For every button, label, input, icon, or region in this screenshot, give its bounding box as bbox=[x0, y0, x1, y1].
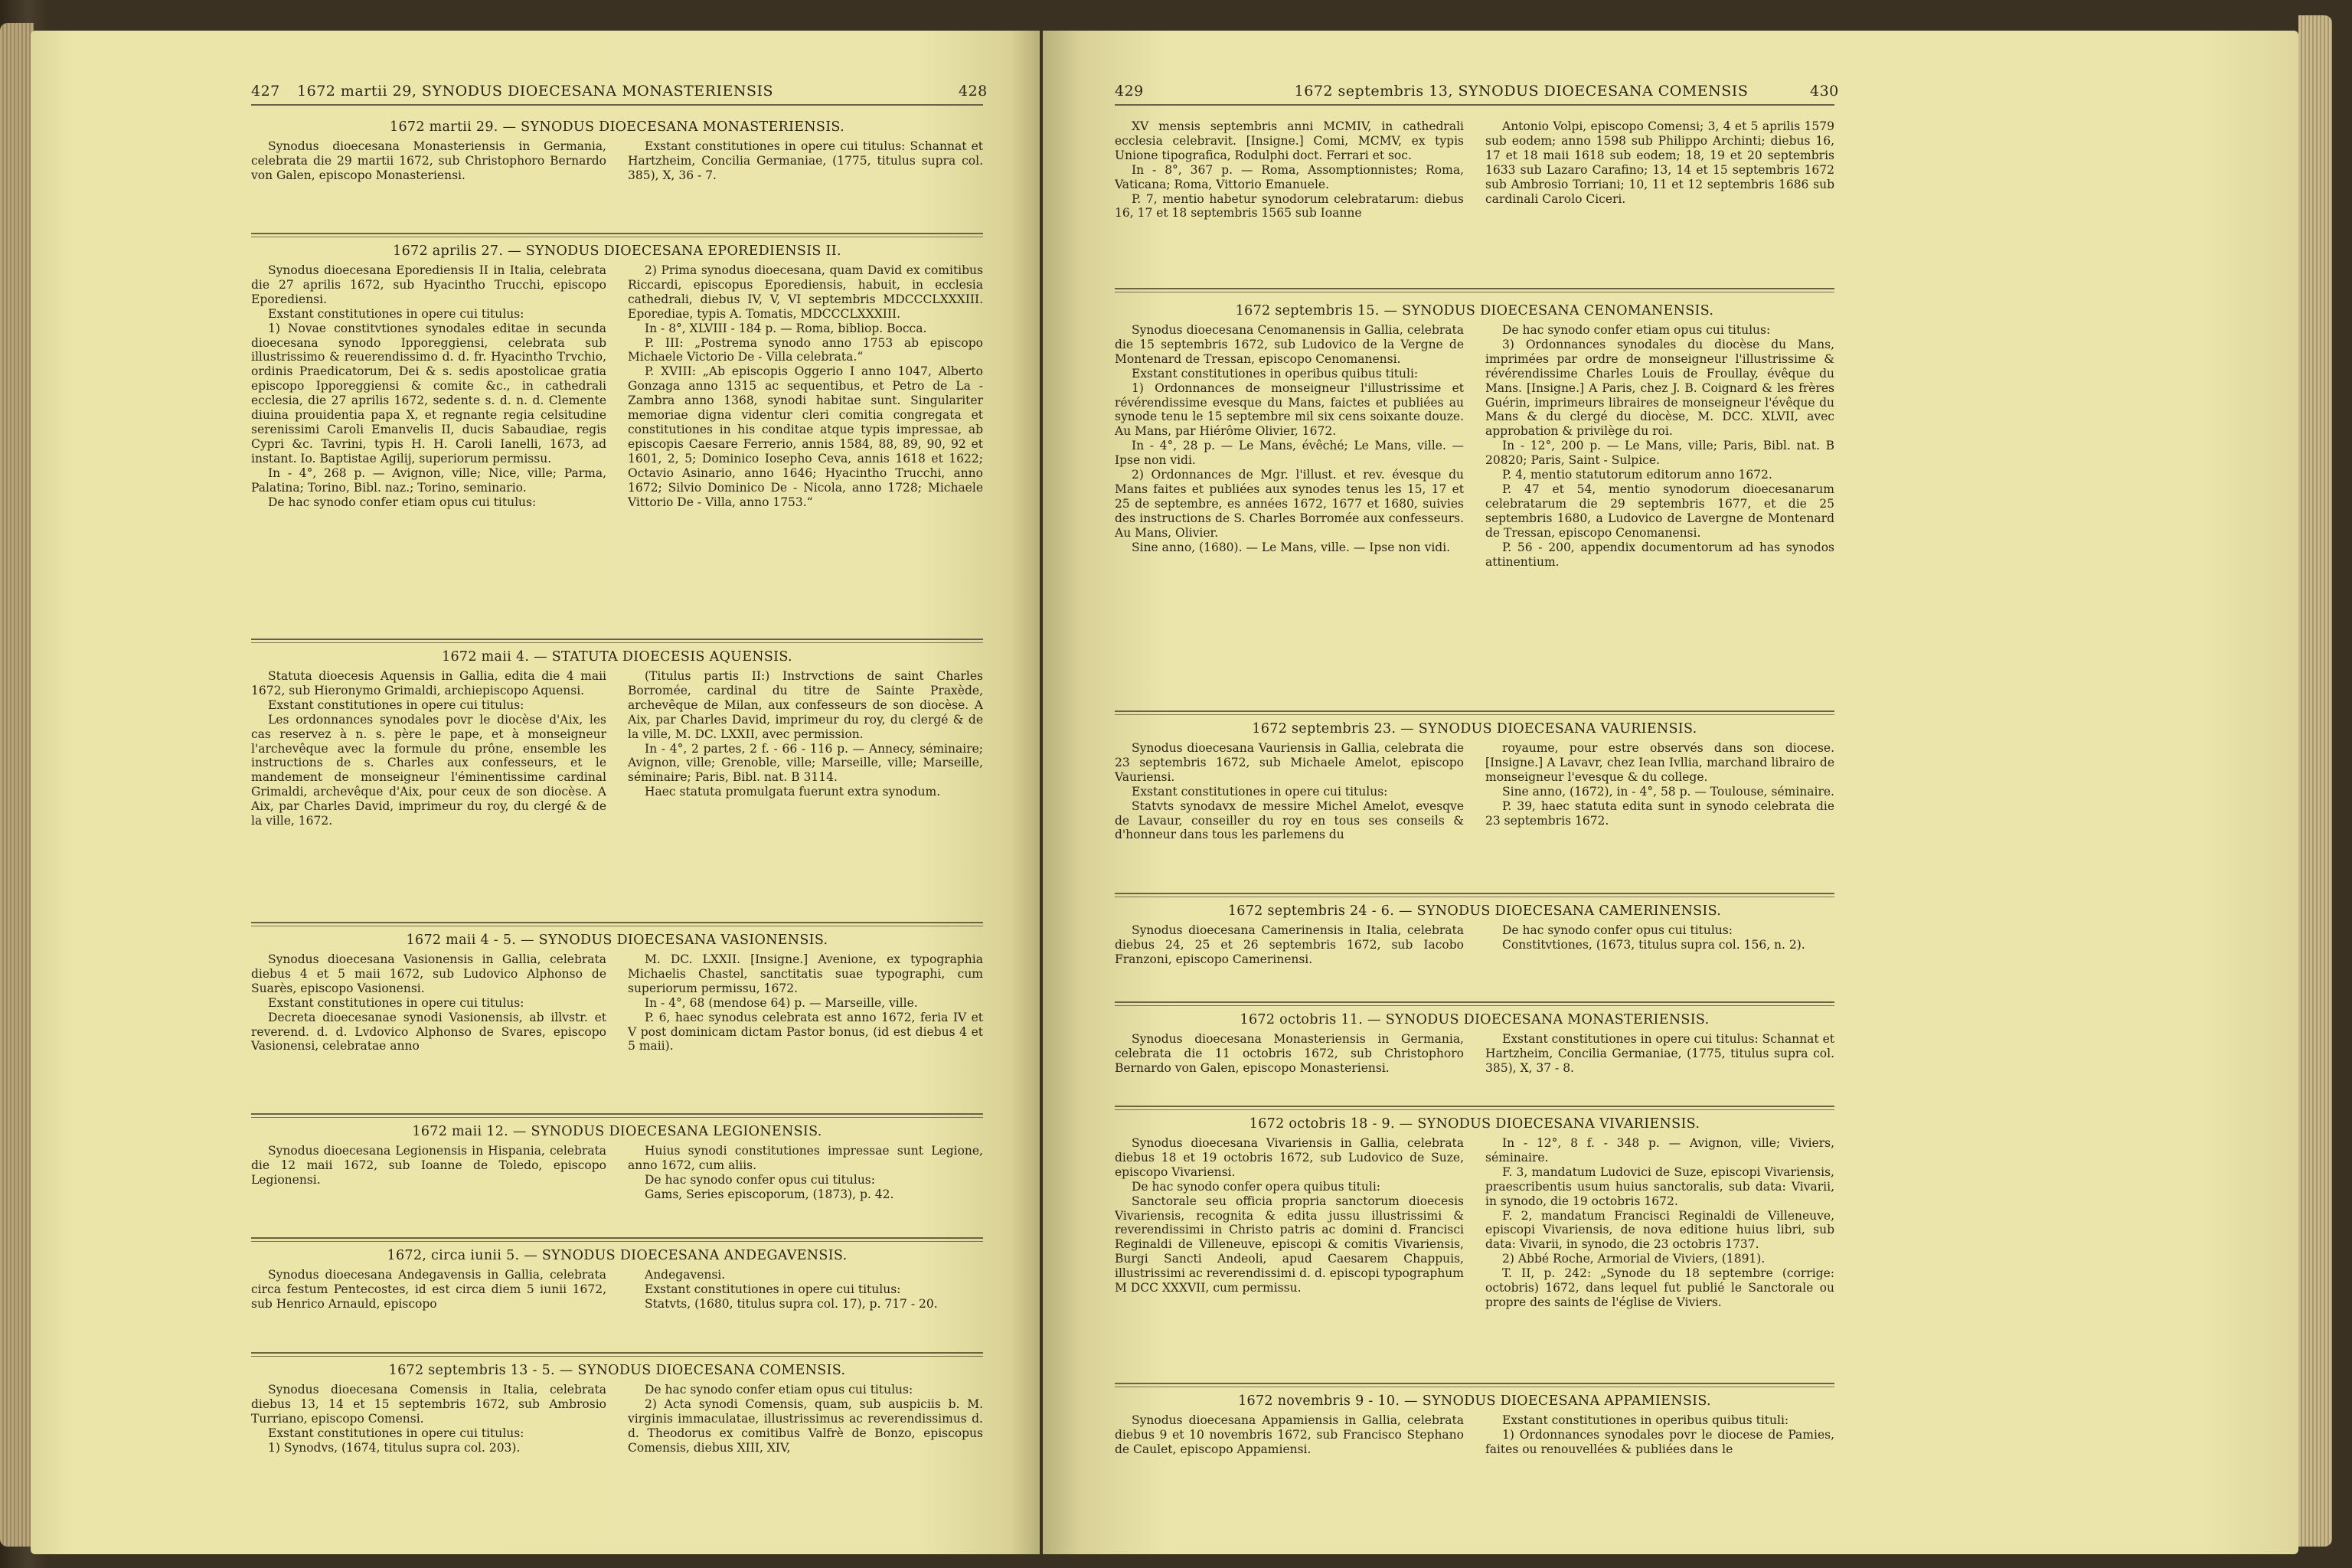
section-column-left bbox=[251, 1268, 606, 1312]
right-page bbox=[1043, 31, 2298, 1554]
paragraph: P. 39, haec statuta edita sunt in synodo celebrata die 23 septembris 1672. bbox=[1485, 799, 1834, 828]
paragraph: Synodus dioecesana Cenomanensis in Gallia, celebrata die 15 septembris 1672, sub Ludovico de la Vergne de Montenard de Tressan, episcopo Cenomanensi. bbox=[1115, 323, 1464, 366]
paragraph: In - 8°, 367 p. — Roma, Assomptionnistes; Roma, Vaticana; Roma, Vittorio Emanuele. bbox=[1115, 162, 1464, 191]
synod-section bbox=[1115, 721, 1834, 842]
paragraph: 1) Novae constitvtiones synodales editae in secunda dioecesana synodo Ipporeggiensi, celebrata sub illustrissimo & reuerendissimo d. d. fr. Hyacintho Trvchio, ordinis Praedicatorum, Dei & s. sedis apostolicae gratia episcopo Ipporeggiensi & comite &c., in cathedrali ecclesia, die 27 aprilis 1672, sedente s. d. n. d. Clemente diuina prouidentia papa X, et regnante regia celsitudine serenissimi Caroli Emanvelis II, ducis Sabaudiae, regis Cypri &c. Tavrini, typis H. H. Caroli Ianelli, 1673, ad instant. Io. Baptistae Agilij, superiorum permissu. bbox=[251, 321, 606, 466]
section-column-left bbox=[1115, 923, 1464, 967]
section-separator bbox=[1115, 893, 1834, 894]
paragraph: P. III: „Postrema synodo anno 1753 ab episcopo Michaele Victorio De - Villa celebrata.“ bbox=[628, 335, 983, 364]
section-column-right bbox=[1485, 119, 1834, 220]
synod-section bbox=[1115, 1012, 1834, 1076]
paragraph: Haec statuta promulgata fuerunt extra synodum. bbox=[645, 785, 941, 799]
section-title: 1672 maii 4. — STATUTA DIOECESIS AQUENSIS. bbox=[442, 649, 792, 665]
left-col-number-2: 428 bbox=[959, 83, 988, 100]
right-head-rule bbox=[1115, 104, 1834, 106]
paragraph: Exstant constitutiones in opere cui titulus: bbox=[268, 697, 524, 712]
continuation-block bbox=[1115, 119, 1834, 220]
paragraph: Statvts, (1680, titulus supra col. 17), p. 717 - 20. bbox=[645, 1296, 938, 1311]
book-right-edge bbox=[2298, 15, 2332, 1547]
paragraph: In - 4°, 2 partes, 2 f. - 66 - 116 p. — Annecy, séminaire; Avignon, ville; Grenoble, ville; Marseille, ville; Marseille, séminaire; Paris, Bibl. nat. B 3114. bbox=[628, 741, 983, 785]
section-column-left bbox=[1115, 1032, 1464, 1076]
paragraph: Exstant constitutiones in operibus quibus tituli: bbox=[1132, 366, 1419, 381]
left-running-head: 1672 martii 29, SYNODUS DIOECESANA MONASTERIENSIS bbox=[297, 83, 773, 100]
section-column-right bbox=[1485, 923, 1834, 967]
synod-section bbox=[1115, 1393, 1834, 1457]
paragraph: Decreta dioecesanae synodi Vasionensis, ab illvstr. et reverend. d. d. Lvdovico Alphonso de Svares, episcopo Vasionensi, celebratae anno bbox=[251, 1010, 606, 1054]
paragraph: Synodus dioecesana Vivariensis in Gallia, celebrata diebus 18 et 19 octobris 1672, sub Ludovico de Suze, episcopo Vivariensi. bbox=[1115, 1136, 1464, 1179]
section-column-left bbox=[251, 952, 606, 1054]
left-head-rule bbox=[251, 104, 983, 106]
paragraph: Antonio Volpi, episcopo Comensi; 3, 4 et 5 aprilis 1579 sub eodem; anno 1598 sub Philippo Archinti; diebus 16, 17 et 18 maii 1618 sub eodem; 18, 19 et 20 septembris 1633 sub Lazaro Carafino; 13, 14 et 15 septembris 1672 sub Ambrosio Torriani; 10, 11 et 12 septembris 1686 sub cardinali Carolo Ciceri. bbox=[1485, 119, 1834, 206]
paragraph: M. DC. LXXII. [Insigne.] Avenione, ex typographia Michaelis Chastel, sanctitatis suae typographi, cum superiorum permissu, 1672. bbox=[628, 952, 983, 995]
section-column-right bbox=[628, 669, 983, 828]
section-separator bbox=[1115, 1383, 1834, 1384]
section-columns bbox=[251, 139, 983, 183]
paragraph: Exstant constitutiones in opere cui titulus: bbox=[268, 306, 524, 321]
section-columns bbox=[251, 1268, 983, 1312]
section-separator bbox=[251, 922, 983, 923]
paragraph: P. XVIII: „Ab episcopis Oggerio I anno 1047, Alberto Gonzaga anno 1315 ac sequentibus, et Petro de La - Zambra anno 1368, synodi habitae sunt. Singulariter memoriae digna videntur cleri comitia congregata et constitutiones in his conditae atque typis impressae, ab episcopis Caesare Ferrerio, annis 1584, 88, 89, 90, 92 et 1601, 2, 5; Dominico Iosepho Ceva, annis 1618 et 1622; Octavio Asinario, anno 1646; Hyacintho Trucchi, anno 1672; Silvio Dominico De - Nicola, anno 1728; Michaele Vittorio De - Villa, anno 1753.“ bbox=[628, 364, 983, 509]
section-column-right bbox=[1485, 1136, 1834, 1310]
synod-section bbox=[251, 243, 983, 509]
section-column-right bbox=[628, 952, 983, 1054]
paragraph: Synodus dioecesana Appamiensis in Gallia, celebrata diebus 9 et 10 novembris 1672, sub Francisco Stephano de Caulet, episcopo Appamiensi. bbox=[1115, 1413, 1464, 1456]
paragraph: P. 56 - 200, appendix documentorum ad has synodos attinentium. bbox=[1485, 540, 1834, 569]
synod-section bbox=[1115, 1116, 1834, 1310]
section-column-right bbox=[628, 1268, 983, 1312]
section-columns bbox=[251, 1383, 983, 1455]
section-title: 1672 septembris 24 - 6. — SYNODUS DIOECESANA CAMERINENSIS. bbox=[1227, 903, 1722, 919]
paragraph: Exstant constitutiones in opere cui titulus: bbox=[1132, 784, 1388, 799]
paragraph: Exstant constitutiones in operibus quibus tituli: bbox=[1502, 1413, 1789, 1427]
paragraph: Synodus dioecesana Andegavensis in Gallia, celebrata circa festum Pentecostes, id est circa diem 5 iunii 1672, sub Henrico Arnauld, episcopo bbox=[251, 1268, 606, 1311]
paragraph: XV mensis septembris anni MCMIV, in cathedrali ecclesia celebravit. [Insigne.] Comi, MCMV, ex typis Unione tipografica, Rodulphi doct. Ferrari et soc. bbox=[1115, 119, 1464, 162]
book-left-edge bbox=[0, 23, 34, 1547]
paragraph: Les ordonnances synodales povr le diocèse d'Aix, les cas reservez à n. s. père le pape, et à monseigneur l'archevêque avec la formule du prône, ensemble les instructions de s. Charles aux confesseurs, et le mandement de monseigneur l'éminentissime cardinal Grimaldi, archevêque d'Aix, pour ceux de son diocèse. A Aix, par Charles David, imprimeur du roy, du clergé & de la ville, 1672. bbox=[251, 712, 606, 828]
section-column-right bbox=[1485, 741, 1834, 842]
synod-section bbox=[251, 649, 983, 828]
section-column-left bbox=[251, 139, 606, 183]
paragraph: 3) Ordonnances synodales du diocèse du Mans, imprimées par ordre de monseigneur l'illustrissime & révérendissime Charles Louis de Froullay, évêque du Mans. [Insigne.] A Paris, chez J. B. Coignard & les frères Guérin, imprimeurs libraires de monseigneur l'évêque du Mans & du clergé du diocèse, M. DCC. XLVII, avec approbation & privilège du roi. bbox=[1485, 337, 1834, 439]
section-separator bbox=[251, 1113, 983, 1115]
paragraph: In - 4°, 68 (mendose 64) p. — Marseille, ville. bbox=[645, 995, 918, 1010]
section-columns bbox=[1115, 1032, 1834, 1076]
section-separator bbox=[251, 639, 983, 640]
synod-section bbox=[251, 1363, 983, 1455]
paragraph: Exstant constitutiones in opere cui titulus: bbox=[268, 1426, 524, 1440]
paragraph: Exstant constitutiones in opere cui titulus: bbox=[268, 995, 524, 1010]
section-column-left bbox=[1115, 1136, 1464, 1310]
section-columns bbox=[1115, 1413, 1834, 1457]
section-columns bbox=[251, 1144, 983, 1202]
section-separator bbox=[1115, 288, 1834, 289]
paragraph: 2) Acta synodi Comensis, quam, sub auspiciis b. M. virginis immaculatae, illustrissimus ac reverendissimus d. d. Theodorus ex comitibus Valfrè de Bonzo, episcopus Comensis, diebus XIII, XIV, bbox=[628, 1396, 983, 1455]
section-columns bbox=[1115, 923, 1834, 967]
section-title: 1672 martii 29. — SYNODUS DIOECESANA MONASTERIENSIS. bbox=[390, 119, 844, 135]
paragraph: In - 4°, 268 p. — Avignon, ville; Nice, ville; Parma, Palatina; Torino, Bibl. naz.; Torino, seminario. bbox=[251, 466, 606, 495]
paragraph: Huius synodi constitutiones impressae sunt Legione, anno 1672, cum aliis. bbox=[628, 1144, 983, 1172]
section-column-right bbox=[628, 1144, 983, 1202]
section-title: 1672 novembris 9 - 10. — SYNODUS DIOECESANA APPAMIENSIS. bbox=[1238, 1393, 1711, 1409]
synod-section bbox=[1115, 903, 1834, 967]
paragraph: Synodus dioecesana Camerinensis in Italia, celebrata diebus 24, 25 et 26 septembris 1672, sub Iacobo Franzoni, episcopo Camerinensi. bbox=[1115, 923, 1464, 966]
section-columns bbox=[251, 669, 983, 828]
section-title: 1672 septembris 13 - 5. — SYNODUS DIOECESANA COMENSIS. bbox=[388, 1363, 846, 1378]
section-column-left bbox=[251, 1383, 606, 1455]
left-col-number-1: 427 bbox=[251, 83, 280, 100]
paragraph: Exstant constitutiones in opere cui titulus: Schannat et Hartzheim, Concilia Germaniae, (1775, titulus supra col. 385), X, 37 - 8. bbox=[1485, 1032, 1834, 1075]
paragraph: Synodus dioecesana Legionensis in Hispania, celebrata die 12 maii 1672, sub Ioanne de Toledo, episcopo Legionensi. bbox=[251, 1144, 606, 1187]
paragraph: De hac synodo confer etiam opus cui titulus: bbox=[268, 495, 537, 509]
paragraph: Statuta dioecesis Aquensis in Gallia, edita die 4 maii 1672, sub Hieronymo Grimaldi, archiepiscopo Aquensi. bbox=[251, 669, 606, 697]
paragraph: Sanctorale seu officia propria sanctorum dioecesis Vivariensis, recognita & edita jussu illustrissimi & reverendissimi in Christo patris ac domini d. Francisci Reginaldi de Villeneuve, episcopi & comitis Vivariensis, Burgi Sancti Andeoli, apud Caesarem Chappuis, illustrissimi ac reverendissimi d. d. episcopi typographum M DCC XXXVII, cum permissu. bbox=[1115, 1194, 1464, 1295]
paragraph: P. 7, mentio habetur synodorum celebratarum: diebus 16, 17 et 18 septembris 1565 sub Ioanne bbox=[1115, 191, 1464, 220]
paragraph: In - 12°, 200 p. — Le Mans, ville; Paris, Bibl. nat. B 20820; Paris, Saint - Sulpice. bbox=[1485, 439, 1834, 468]
section-separator bbox=[251, 1237, 983, 1239]
section-columns bbox=[251, 263, 983, 509]
paragraph: Exstant constitutiones in opere cui titulus: bbox=[645, 1282, 901, 1296]
section-column-left bbox=[251, 263, 606, 509]
paragraph: Constitvtiones, (1673, titulus supra col. 156, n. 2). bbox=[1502, 937, 1805, 952]
paragraph: De hac synodo confer opus cui titulus: bbox=[1502, 923, 1733, 937]
paragraph: Andegavensi. bbox=[645, 1268, 726, 1282]
section-columns bbox=[1115, 1136, 1834, 1310]
paragraph: In - 12°, 8 f. - 348 p. — Avignon, ville; Viviers, séminaire. bbox=[1485, 1136, 1834, 1165]
paragraph: F. 3, mandatum Ludovici de Suze, episcopi Vivariensis, praescribentis usum huius sanctoralis, sub data: Vivarii, in synodo, die 19 octobris 1672. bbox=[1485, 1165, 1834, 1208]
paragraph: Synodus dioecesana Vasionensis in Gallia, celebrata diebus 4 et 5 maii 1672, sub Ludovico Alphonso de Suarès, episcopo Vasionensi. bbox=[251, 952, 606, 995]
section-title: 1672 aprilis 27. — SYNODUS DIOECESANA EPOREDIENSIS II. bbox=[393, 243, 841, 259]
section-columns bbox=[1115, 119, 1834, 220]
paragraph: 1) Ordonnances synodales povr le diocese de Pamies, faites ou renouvellées & publiées dans le bbox=[1485, 1427, 1834, 1456]
paragraph: De hac synodo confer etiam opus cui titulus: bbox=[645, 1383, 913, 1396]
section-title: 1672 septembris 15. — SYNODUS DIOECESANA CENOMANENSIS. bbox=[1235, 303, 1714, 318]
section-title: 1672, circa iunii 5. — SYNODUS DIOECESANA ANDEGAVENSIS. bbox=[387, 1248, 848, 1263]
paragraph: Exstant constitutiones in opere cui titulus: Schannat et Hartzheim, Concilia Germaniae, (1775, titulus supra col. 385), X, 36 - 7. bbox=[628, 139, 983, 182]
right-col-number-2: 430 bbox=[1810, 83, 1839, 100]
paragraph: Synodus dioecesana Vauriensis in Gallia, celebrata die 23 septembris 1672, sub Michaele Amelot, episcopo Vauriensi. bbox=[1115, 741, 1464, 784]
section-separator bbox=[1115, 1001, 1834, 1003]
section-column-right bbox=[1485, 323, 1834, 569]
paragraph: Synodus dioecesana Comensis in Italia, celebrata diebus 13, 14 et 15 septembris 1672, sub Ambrosio Turriano, episcopo Comensi. bbox=[251, 1383, 606, 1426]
synod-section bbox=[251, 119, 983, 183]
section-column-right bbox=[1485, 1413, 1834, 1457]
section-column-left bbox=[1115, 119, 1464, 220]
section-column-right bbox=[628, 139, 983, 183]
section-column-right bbox=[628, 263, 983, 509]
left-page bbox=[31, 31, 1040, 1554]
section-title: 1672 maii 12. — SYNODUS DIOECESANA LEGIONENSIS. bbox=[412, 1124, 822, 1139]
synod-section bbox=[1115, 303, 1834, 569]
paragraph: P. 4, mentio statutorum editorum anno 1672. bbox=[1502, 468, 1772, 482]
paragraph: Sine anno, (1672), in - 4°, 58 p. — Toulouse, séminaire. bbox=[1502, 784, 1834, 799]
synod-section bbox=[251, 1248, 983, 1312]
paragraph: De hac synodo confer opera quibus tituli: bbox=[1132, 1179, 1380, 1194]
paragraph: P. 6, haec synodus celebrata est anno 1672, feria IV et V post dominicam dictam Pastor bonus, (id est diebus 4 et 5 maii). bbox=[628, 1010, 983, 1054]
paragraph: De hac synodo confer opus cui titulus: bbox=[645, 1172, 875, 1187]
section-columns bbox=[251, 952, 983, 1054]
paragraph: T. II, p. 242: „Synode du 18 septembre (corrige: octobris) 1672, dans lequel fut publié le Sanctorale ou propre des saints de l'église de Viviers. bbox=[1485, 1266, 1834, 1309]
section-column-right bbox=[628, 1383, 983, 1455]
paragraph: 2) Ordonnances de Mgr. l'illust. et rev. évesque du Mans faites et publiées aux synodes tenus les 15, 17 et 25 de septembre, es années 1672, 1677 et 1680, suivies des instructions de S. Charles Borromée aux confesseurs. Au Mans, Olivier. bbox=[1115, 468, 1464, 540]
synod-section bbox=[251, 933, 983, 1054]
paragraph: 2) Abbé Roche, Armorial de Viviers, (1891). bbox=[1502, 1252, 1766, 1266]
section-title: 1672 septembris 23. — SYNODUS DIOECESANA VAURIENSIS. bbox=[1252, 721, 1697, 737]
right-col-number-1: 429 bbox=[1115, 83, 1144, 100]
paragraph: F. 2, mandatum Francisci Reginaldi de Villeneuve, episcopi Vivariensis, de nova editione huius libri, sub data: Vivarii, in synodo, die 23 octobris 1737. bbox=[1485, 1208, 1834, 1252]
section-separator bbox=[251, 1352, 983, 1354]
section-column-left bbox=[1115, 741, 1464, 842]
synod-section bbox=[251, 1124, 983, 1202]
paragraph: royaume, pour estre observés dans son diocese. [Insigne.] A Lavavr, chez Iean Ivllia, marchand librairo de monseigneur l'evesque & du college. bbox=[1485, 741, 1834, 784]
section-columns bbox=[1115, 323, 1834, 569]
paragraph: Synodus dioecesana Monasteriensis in Germania, celebrata die 11 octobris 1672, sub Christophoro Bernardo von Galen, episcopo Monasteriensi. bbox=[1115, 1032, 1464, 1075]
right-running-head: 1672 septembris 13, SYNODUS DIOECESANA COMENSIS bbox=[1294, 83, 1749, 100]
paragraph: In - 8°, XLVIII - 184 p. — Roma, bibliop. Bocca. bbox=[645, 321, 927, 335]
section-column-right bbox=[1485, 1032, 1834, 1076]
paragraph: Gams, Series episcoporum, (1873), p. 42. bbox=[645, 1187, 894, 1201]
paragraph: Sine anno, (1680). — Le Mans, ville. — Ipse non vidi. bbox=[1132, 540, 1451, 554]
section-separator bbox=[251, 233, 983, 234]
section-columns bbox=[1115, 741, 1834, 842]
section-separator bbox=[1115, 710, 1834, 712]
section-title: 1672 maii 4 - 5. — SYNODUS DIOECESANA VASIONENSIS. bbox=[406, 933, 828, 948]
section-separator bbox=[1115, 1106, 1834, 1107]
section-column-left bbox=[251, 1144, 606, 1202]
section-column-left bbox=[251, 669, 606, 828]
section-column-left bbox=[1115, 1413, 1464, 1457]
paragraph: 1) Synodvs, (1674, titulus supra col. 203). bbox=[268, 1440, 521, 1455]
paragraph: P. 47 et 54, mentio synodorum dioecesanarum celebratarum die 29 septembris 1677, et die 25 septembris 1680, a Ludovico de Lavergne de Montenard de Tressan, episcopo Cenomanensi. bbox=[1485, 482, 1834, 540]
paragraph: 1) Ordonnances de monseigneur l'illustrissime et révérendissime evesque du Mans, faictes et publiées au synode tenu le 15 septembre mil six cens soixante douze. Au Mans, par Hiérôme Olivier, 1672. bbox=[1115, 381, 1464, 439]
paragraph: Synodus dioecesana Monasteriensis in Germania, celebrata die 29 martii 1672, sub Christophoro Bernardo von Galen, episcopo Monasteriensi. bbox=[251, 139, 606, 182]
paragraph: De hac synodo confer etiam opus cui titulus: bbox=[1502, 323, 1771, 337]
paragraph: In - 4°, 28 p. — Le Mans, évêché; Le Mans, ville. — Ipse non vidi. bbox=[1115, 439, 1464, 468]
paragraph: (Titulus partis II:) Instrvctions de saint Charles Borromée, cardinal du titre de Sainte Praxède, archevêque de Milan, aux confesseurs de son diocèse. A Aix, par Charles David, imprimeur du roy, du clergé & de la ville, M. DC. LXXII, avec permission. bbox=[628, 669, 983, 741]
section-title: 1672 octobris 11. — SYNODUS DIOECESANA MONASTERIENSIS. bbox=[1240, 1012, 1710, 1027]
section-title: 1672 octobris 18 - 9. — SYNODUS DIOECESANA VIVARIENSIS. bbox=[1249, 1116, 1700, 1132]
paragraph: Statvts synodavx de messire Michel Amelot, evesqve de Lavaur, conseiller du roy en tous ses conseils & d'honneur dans tous les parlemens du bbox=[1115, 799, 1464, 842]
section-column-left bbox=[1115, 323, 1464, 569]
paragraph: Synodus dioecesana Eporediensis II in Italia, celebrata die 27 aprilis 1672, sub Hyacintho Trucchi, episcopo Eporediensi. bbox=[251, 263, 606, 306]
paragraph: 2) Prima synodus dioecesana, quam David ex comitibus Riccardi, episcopus Eporediensis, habuit, in ecclesia cathedrali, diebus IV, V, VI septembris MDCCCLXXXIII. Eporediae, typis A. Tomatis, MDCCCLXXXIII. bbox=[628, 263, 983, 321]
